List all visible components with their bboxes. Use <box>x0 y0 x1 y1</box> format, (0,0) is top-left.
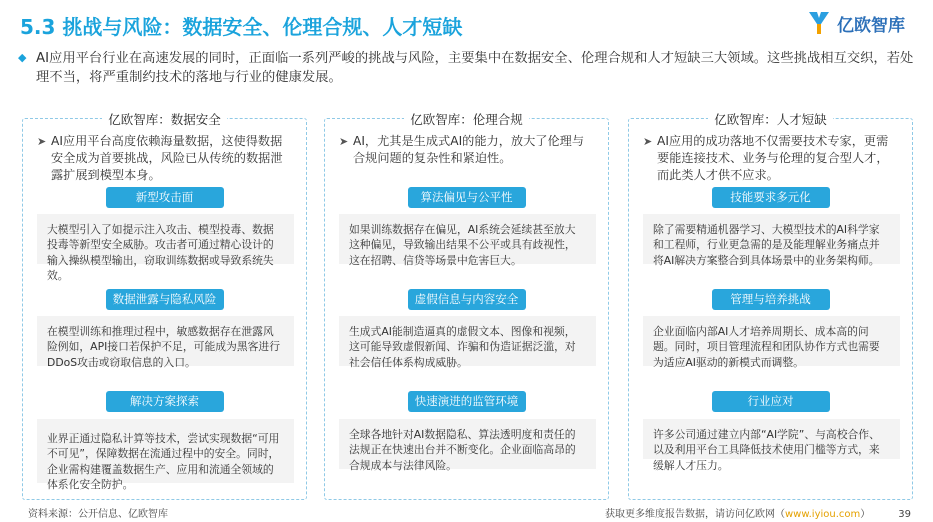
section-text: 除了需要精通机器学习、大模型技术的AI科学家和工程师，行业更急需的是及能理解业务痛点并将AI解决方案整合到具体场景中的业务架构师。 <box>643 214 900 264</box>
page-title: 5.3 挑战与风险：数据安全、伦理合规、人才短缺 <box>20 15 463 39</box>
panel-lead: ➤ AI应用平台高度依赖海量数据，这使得数据安全成为首要挑战，风险已从传统的数据泄露扩展到模型本身。 <box>37 134 283 182</box>
arrow-bullet-icon: ➤ <box>37 135 47 148</box>
diamond-bullet-icon: ◆ <box>18 51 27 64</box>
section-tag: 数据泄露与隐私风险 <box>106 289 224 310</box>
panel-lead: ➤ AI应用的成功落地不仅需要技术专家，更需要能连接技术、业务与伦理的复合型人才，而此类人才供不应求。 <box>643 134 889 182</box>
section-text: 在模型训练和推理过程中，敏感数据存在泄露风险例如，API接口若保护不足，可能成为黑客进行DDoS攻击或窃取信息的入口。 <box>37 316 294 366</box>
footer-cta: 获取更多维度报告数据，请访问亿欧网（www.iyiou.com） 39 <box>605 509 911 520</box>
brand-logo <box>807 10 905 36</box>
section-tag: 解决方案探索 <box>106 391 224 412</box>
panel-title: 亿欧智库：数据安全 <box>102 112 227 127</box>
iyiou-link[interactable]: www.iyiou.com <box>785 509 861 520</box>
panel-talent-shortage <box>628 112 913 500</box>
section-tag: 新型攻击面 <box>106 187 224 208</box>
panel-data-security <box>22 112 307 500</box>
section-tag: 技能要求多元化 <box>712 187 830 208</box>
section-text: 生成式AI能制造逼真的虚假文本、图像和视频，这可能导致虚假新闻、诈骗和伪造证据泛滥，对社会信任体系构成威胁。 <box>339 316 596 366</box>
section-tag: 虚假信息与内容安全 <box>408 289 526 310</box>
section-text: 许多公司通过建立内部“AI学院”、与高校合作、以及利用平台工具降低技术使用门槛等方式，来缓解人才压力。 <box>643 419 900 459</box>
iyiou-logo-icon <box>807 10 831 36</box>
section-tag: 管理与培养挑战 <box>712 289 830 310</box>
source-note: 资料来源：公开信息、亿欧智库 <box>28 509 168 520</box>
section-text: 如果训练数据存在偏见，AI系统会延续甚至放大这种偏见，导致输出结果不公平或具有歧视性，这在招聘、信贷等场景中危害巨大。 <box>339 214 596 264</box>
panel-lead: ➤ AI，尤其是生成式AI的能力，放大了伦理与合规问题的复杂性和紧迫性。 <box>339 134 585 165</box>
panel-title: 亿欧智库：伦理合规 <box>404 112 529 127</box>
section-text: 全球各地针对AI数据隐私、算法透明度和责任的法规正在快速出台并不断变化。企业面临高昂的合规成本与法律风险。 <box>339 419 596 469</box>
page-number: 39 <box>898 509 911 520</box>
panel-ethics-compliance <box>324 112 609 500</box>
section-tag: 行业应对 <box>712 391 830 412</box>
intro-text: AI应用平台行业在高速发展的同时，正面临一系列严峻的挑战与风险，主要集中在数据安全、伦理合规和人才短缺三大领域。这些挑战相互交织，若处理不当，将严重制约技术的落地与行业的健康发展。 <box>36 51 914 85</box>
panel-title: 亿欧智库：人才短缺 <box>708 112 833 127</box>
section-tag: 快速演进的监管环境 <box>408 391 526 412</box>
arrow-bullet-icon: ➤ <box>339 135 349 148</box>
section-tag: 算法偏见与公平性 <box>408 187 526 208</box>
section-text: 企业面临内部AI人才培养周期长、成本高的问题。同时，项目管理流程和团队协作方式也需要为适应AI驱动的新模式而调整。 <box>643 316 900 366</box>
section-text: 业界正通过隐私计算等技术，尝试实现数据“可用不可见”，保障数据在流通过程中的安全。同时，企业需构建覆盖数据生产、应用和流通全领域的体系化安全防护。 <box>37 419 294 483</box>
arrow-bullet-icon: ➤ <box>643 135 653 148</box>
section-text: 大模型引入了如提示注入攻击、模型投毒、数据投毒等新型安全威胁。攻击者可通过精心设计的输入操纵模型输出，窃取训练数据或导致系统失效。 <box>37 214 294 264</box>
intro-paragraph <box>18 49 918 87</box>
logo-text: 亿欧智库 <box>837 15 905 36</box>
